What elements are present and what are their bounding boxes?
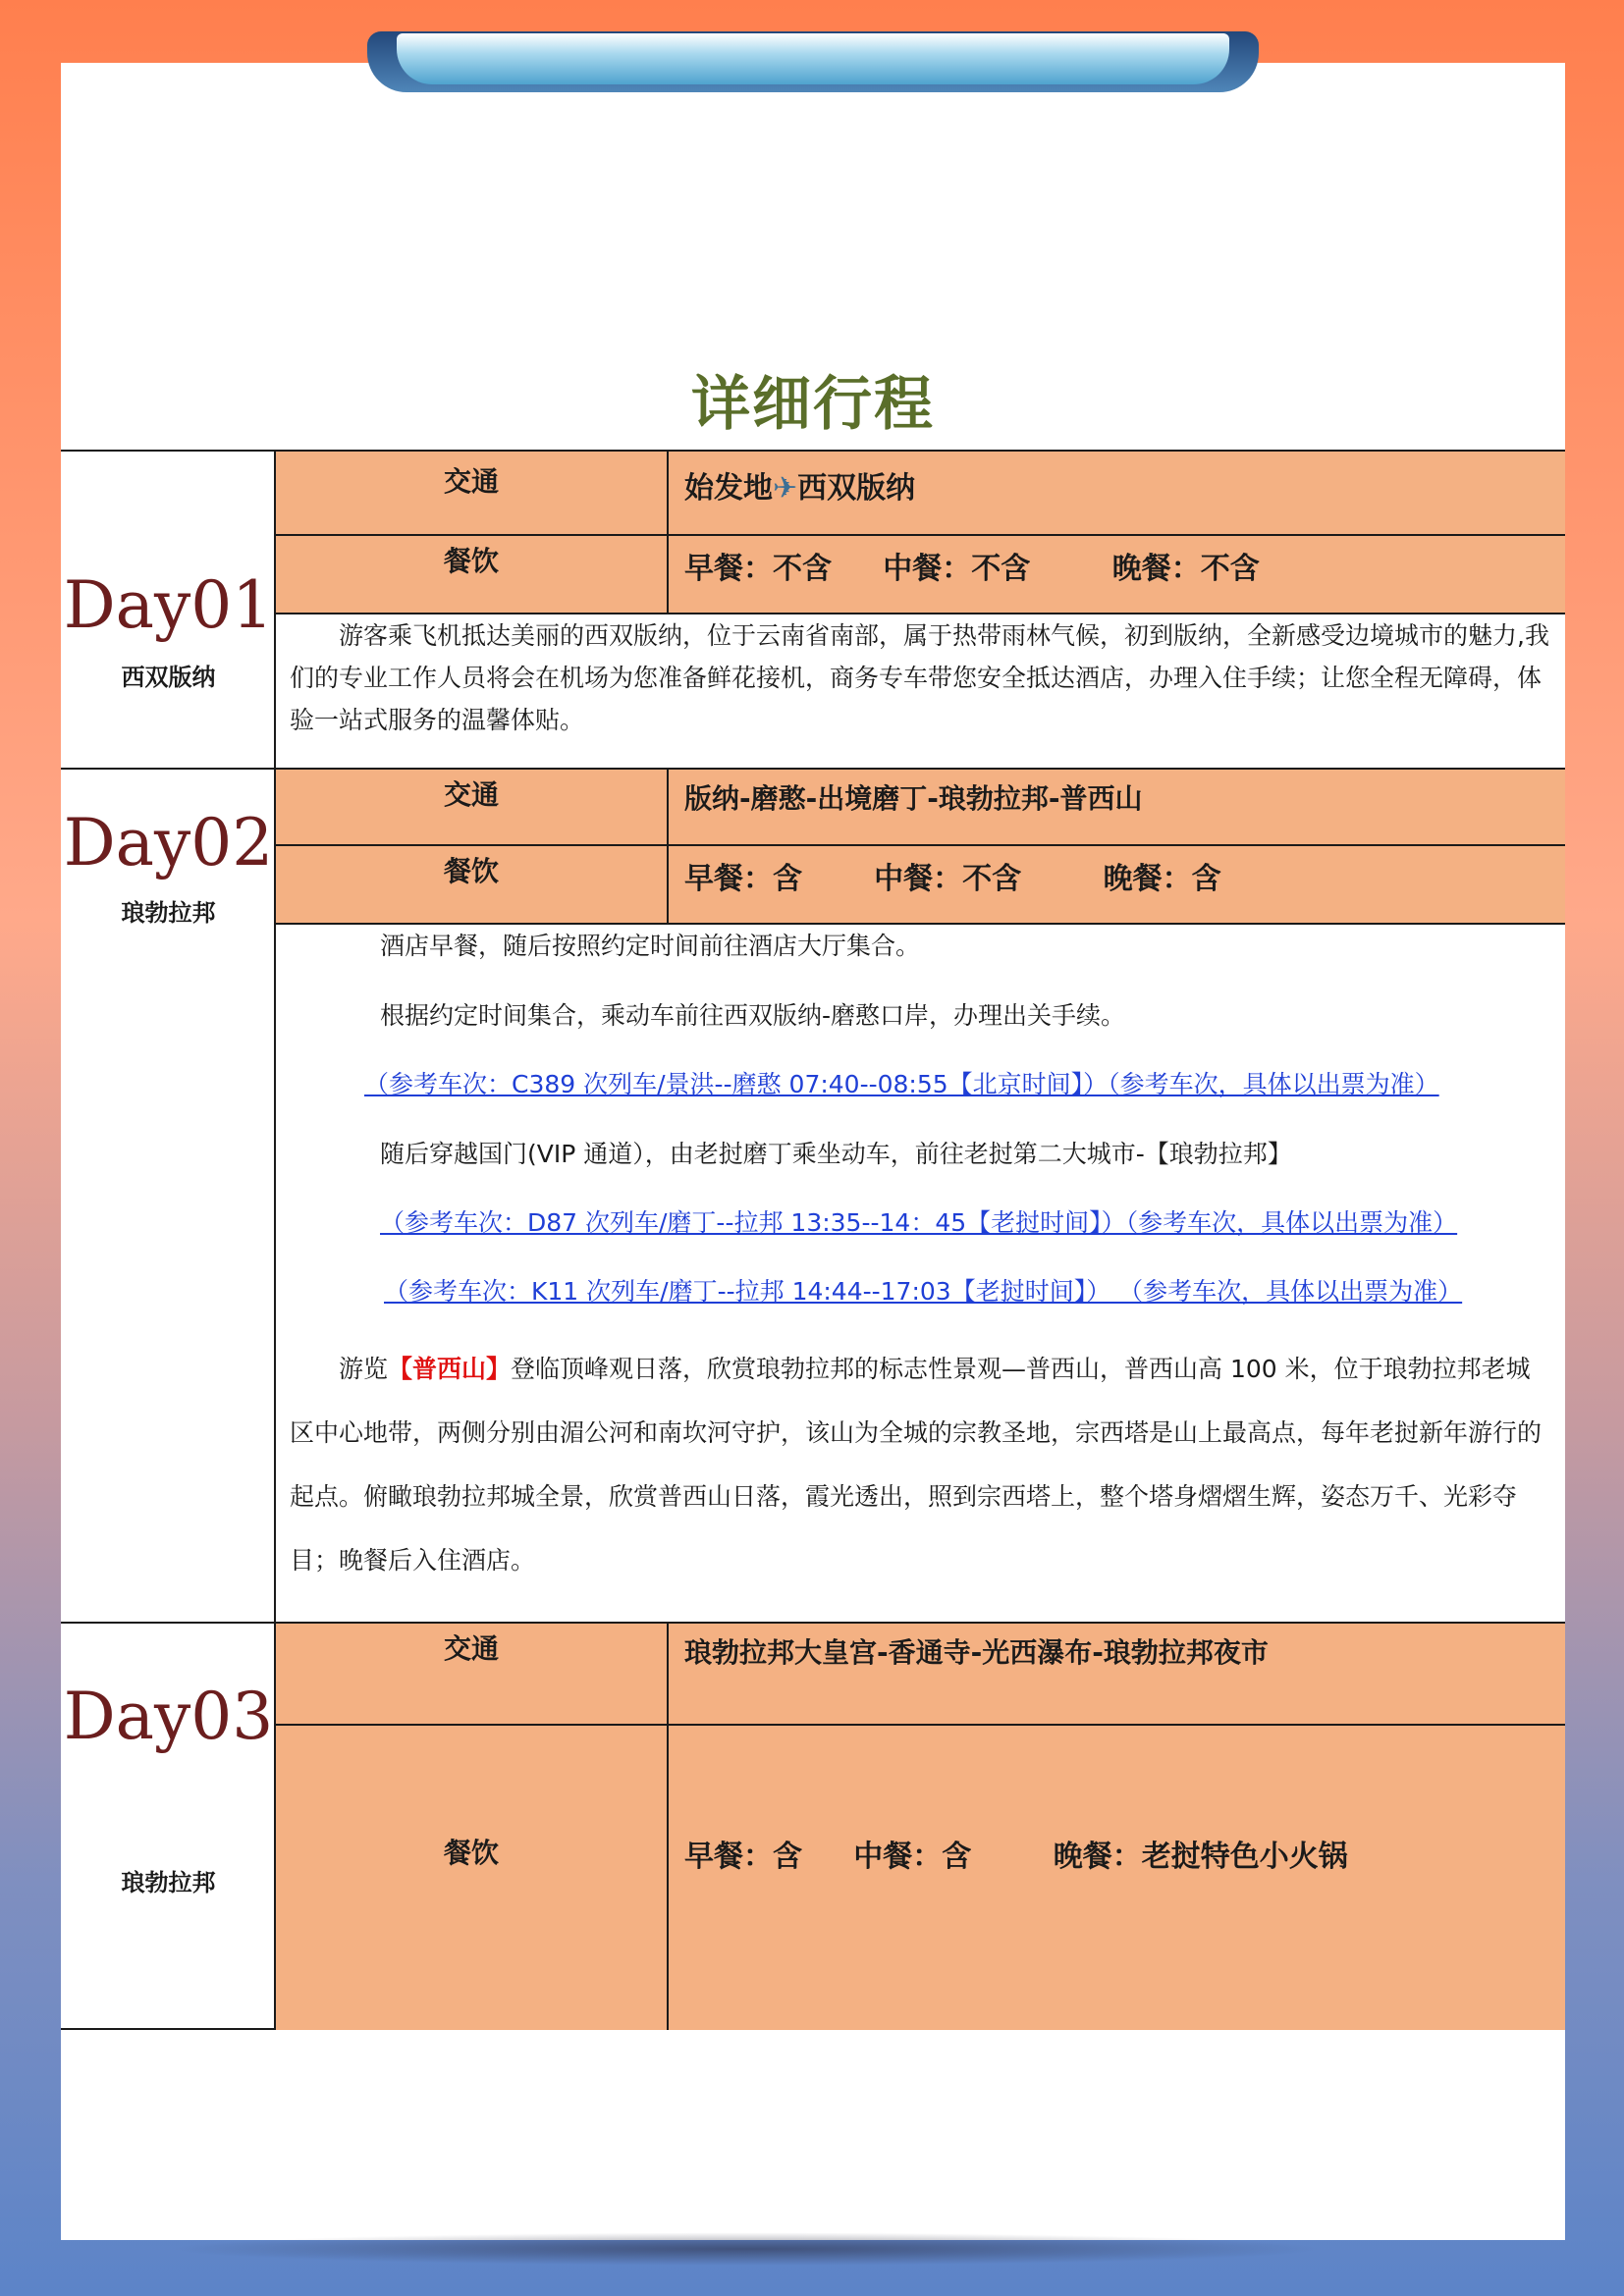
transport-label: 交通 bbox=[276, 1624, 669, 1724]
train-reference-link[interactable]: （参考车次：D87 次列车/磨丁--拉邦 13:35--14：45【老挝时间】）（参考车次，具体以出票为准） bbox=[380, 1208, 1458, 1237]
transport-row bbox=[276, 452, 1565, 536]
meals-label: 餐饮 bbox=[276, 536, 669, 613]
day-block-3 bbox=[61, 1622, 1565, 2030]
day-city: 西双版纳 bbox=[121, 664, 216, 691]
day-header-3 bbox=[61, 1624, 276, 2028]
sight-name: 【普西山】 bbox=[388, 1355, 512, 1383]
day-city: 琅勃拉邦 bbox=[121, 899, 216, 927]
description-line: 根据约定时间集合，乘动车前往西双版纳-磨憨口岸，办理出关手续。 bbox=[380, 1001, 1126, 1030]
airplane-icon: ✈ bbox=[773, 471, 798, 506]
page-title: 详细行程 bbox=[691, 370, 935, 439]
sight-prefix: 游览 bbox=[339, 1355, 389, 1383]
day-description bbox=[276, 614, 1565, 741]
transport-value bbox=[684, 463, 915, 507]
description-text: 游客乘飞机抵达美丽的西双版纳，位于云南省南部，属于热带雨林气候，初到版纳，全新感受边境城市的魅力,我们的专业工作人员将会在机场为您准备鲜花接机，商务专车带您安全抵达酒店，办理入住手续；让您全程无障碍，体验一站式服务的温馨体贴。 bbox=[290, 621, 1549, 734]
day-number: Day03 bbox=[63, 1679, 274, 1754]
meals-row bbox=[276, 846, 1565, 925]
train-reference-link[interactable]: （参考车次：C389 次列车/景洪--磨憨 07:40--08:55【北京时间】）（参考车次，具体以出票为准） bbox=[364, 1070, 1439, 1098]
transport-row bbox=[276, 1624, 1565, 1726]
day-number: Day02 bbox=[63, 805, 274, 881]
day-block-1 bbox=[61, 450, 1565, 768]
meals-label: 餐饮 bbox=[276, 1726, 669, 2030]
meals-row bbox=[276, 536, 1565, 614]
header-decoration-highlight bbox=[397, 33, 1229, 84]
train-reference-link[interactable]: （参考车次：K11 次列车/磨丁--拉邦 14:44--17:03【老挝时间】） （参考车次，具体以出票为准） bbox=[384, 1277, 1463, 1306]
day-header-2 bbox=[61, 770, 276, 1622]
transport-label: 交通 bbox=[276, 770, 669, 844]
transport-label: 交通 bbox=[276, 452, 669, 534]
sight-text: 登临顶峰观日落，欣赏琅勃拉邦的标志性景观—普西山，普西山高 100 米，位于琅勃拉邦老城区中心地带，两侧分别由湄公河和南坎河守护，该山为全城的宗教圣地，宗西塔是山上最高点，每年老挝新年游行的起点。俯瞰琅勃拉邦城全景，欣赏普西山日落，霞光透出，照到宗西塔上，整个塔身熠熠生辉，姿态万千、光彩夺目；晚餐后入住酒店。 bbox=[290, 1355, 1543, 1575]
day-number: Day01 bbox=[63, 567, 274, 643]
description-line: 酒店早餐，随后按照约定时间前往酒店大厅集合。 bbox=[380, 932, 921, 960]
day-header-1 bbox=[61, 452, 276, 768]
meals-row bbox=[276, 1726, 1565, 2030]
day-block-2 bbox=[61, 768, 1565, 1622]
transport-to: 西双版纳 bbox=[797, 471, 916, 506]
itinerary-page bbox=[61, 63, 1565, 2240]
description-line: 随后穿越国门(VIP 通道），由老挝磨丁乘坐动车，前往老挝第二大城市-【琅勃拉邦】 bbox=[380, 1140, 1292, 1168]
meals-value: 早餐：含 中餐：不含 晚餐：含 bbox=[684, 862, 1221, 896]
page-shadow bbox=[167, 2232, 1326, 2266]
sight-paragraph bbox=[290, 1337, 1551, 1592]
transport-value: 版纳-磨憨-出境磨丁-琅勃拉邦-普西山 bbox=[684, 782, 1143, 815]
meals-value: 早餐：不含 中餐：不含 晚餐：不含 bbox=[684, 552, 1260, 586]
meals-label: 餐饮 bbox=[276, 846, 669, 923]
transport-row bbox=[276, 770, 1565, 846]
transport-from: 始发地 bbox=[684, 471, 773, 506]
transport-value: 琅勃拉邦大皇宫-香通寺-光西瀑布-琅勃拉邦夜市 bbox=[684, 1636, 1269, 1669]
day-city: 琅勃拉邦 bbox=[121, 1869, 216, 1896]
meals-value: 早餐：含 中餐：含 晚餐：老挝特色小火锅 bbox=[684, 1840, 1348, 1874]
